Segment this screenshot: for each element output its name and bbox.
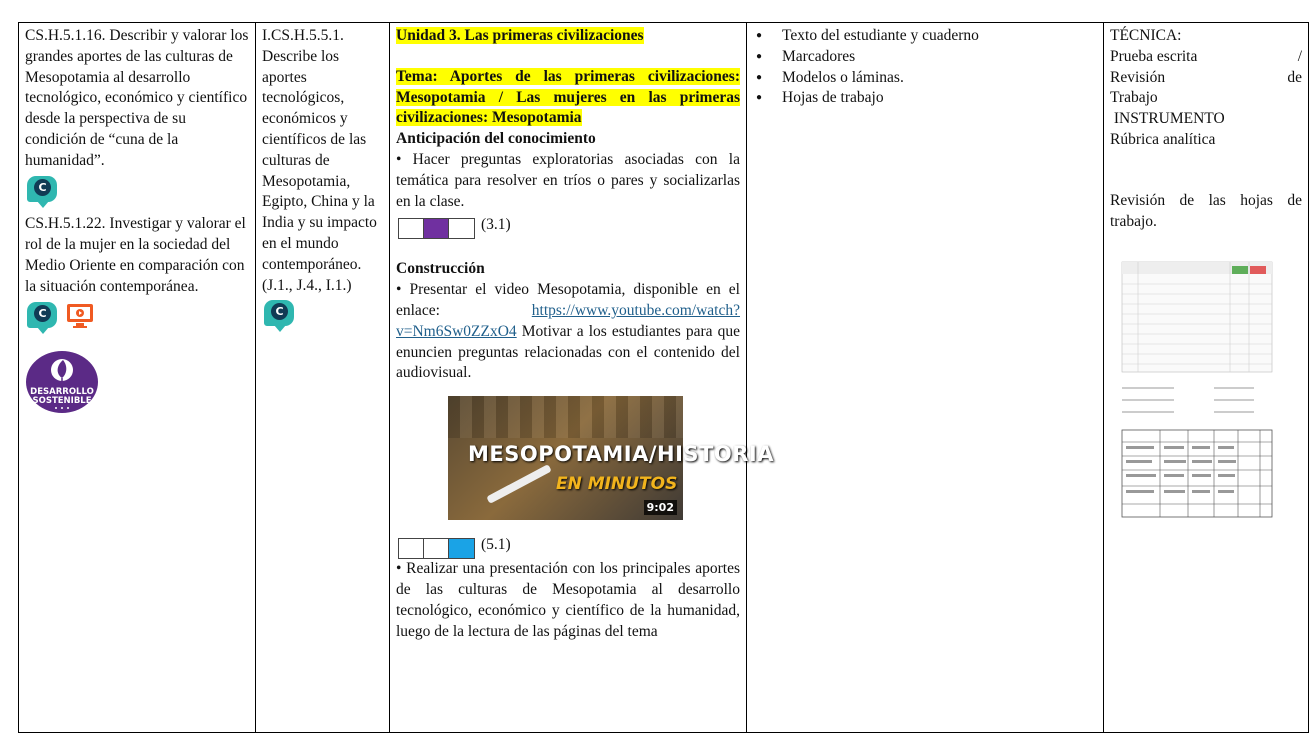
- badge-text-2: SOSTENIBLE: [32, 396, 92, 407]
- hand-pen-icon: [486, 464, 552, 504]
- lesson-plan-table: [18, 22, 1309, 733]
- evaluation-cell: [1104, 23, 1309, 733]
- video-title: MESOPOTAMIA/HISTORIA: [468, 442, 774, 467]
- indicator-cell: [256, 23, 390, 733]
- construction-heading: Construcción: [396, 260, 485, 278]
- anticipation-heading: Anticipación del conocimiento: [396, 130, 596, 148]
- list-item: ● Hojas de trabajo: [753, 88, 1097, 109]
- technique-line-1: Prueba escrita /: [1110, 47, 1302, 65]
- video-subtitle: EN MINUTOS: [556, 474, 678, 495]
- video-thumbnail[interactable]: [448, 396, 774, 520]
- progress-label: (5.1): [481, 536, 511, 554]
- instrument-value: Rúbrica analítica: [1110, 130, 1216, 148]
- sustainable-development-badge-icon: [25, 350, 99, 414]
- resources-cell: [747, 23, 1104, 733]
- progress-indicator-2: [396, 532, 740, 559]
- activities-cell: [390, 23, 774, 733]
- technique-line-3: Trabajo: [1110, 89, 1158, 107]
- technique-line-2: Revisión de: [1110, 68, 1302, 86]
- table-row: [19, 23, 1309, 733]
- monitor-icon: [65, 302, 95, 330]
- skill-text-1: CS.H.5.1.16. Describir y valorar los grandes aportes de las culturas de Mesopotamia al desarrollo tecnológico, económico y científico desde la perspectiva de su condición de “cuna de la humanidad”.: [25, 27, 249, 169]
- worksheet-review: Revisión de las hojas de trabajo.: [1110, 191, 1302, 230]
- progress-indicator-1: [396, 212, 740, 239]
- list-item: ● Marcadores: [753, 47, 1097, 68]
- video-duration: 9:02: [644, 500, 677, 515]
- progress-label: (3.1): [481, 216, 511, 234]
- list-item: ● Modelos o láminas.: [753, 68, 1097, 89]
- unit-title: Unidad 3. Las primeras civilizaciones: [396, 27, 644, 44]
- instrument-label: INSTRUMENTO: [1110, 110, 1225, 128]
- indicator-text: I.CS.H.5.5.1. Describe los aportes tecnológicos, económicos y científicos de las culturas de Mesopotamia, Egipto, China y la India y su impacto en el mundo contemporáneo. (J.1., J.4., I.1.): [262, 27, 377, 294]
- skill-text-2: CS.H.5.1.22. Investigar y valorar el rol de la mujer en la sociedad del Medio Oriente en comparación con la situación contemporánea.: [25, 215, 246, 295]
- comprehension-icon: C: [25, 172, 249, 215]
- rubric-image: [1114, 262, 1264, 517]
- topic-title: Tema: Aportes de las primeras civilizaciones: Mesopotamia / Las mujeres en las primeras civilizaciones: Mesopotamia: [396, 67, 740, 127]
- comprehension-icon: C: [27, 302, 57, 328]
- presentation-text: • Realizar una presentación con los principales aportes de las culturas de Mesopotamia al desarrollo tecnológico, económico y científico de la humanidad, luego de la lectura de las páginas del tema: [396, 560, 740, 640]
- comprehension-icon: C: [262, 296, 383, 339]
- construction-text: • Presentar el video Mesopotamia, disponible en el enlace: https://www.youtube.com/watch?v=Nm6Sw0ZZxO4 Motivar a los estudiantes para que enuncien preguntas relacionadas con el contenido del audiovisual.: [396, 281, 740, 382]
- resources-list: [753, 26, 1097, 109]
- anticipation-text: • Hacer preguntas exploratorias asociadas con la temática para resolver en tríos o pares y socializarlas en la clase.: [396, 150, 740, 210]
- badge-text-1: DESARROLLO: [30, 387, 94, 398]
- skills-cell: [19, 23, 256, 733]
- video-link[interactable]: https://www.youtube.com/watch?v=Nm6Sw0ZZxO4: [396, 301, 740, 340]
- technique-label: TÉCNICA:: [1110, 27, 1182, 44]
- list-item: ● Texto del estudiante y cuaderno: [753, 26, 1097, 47]
